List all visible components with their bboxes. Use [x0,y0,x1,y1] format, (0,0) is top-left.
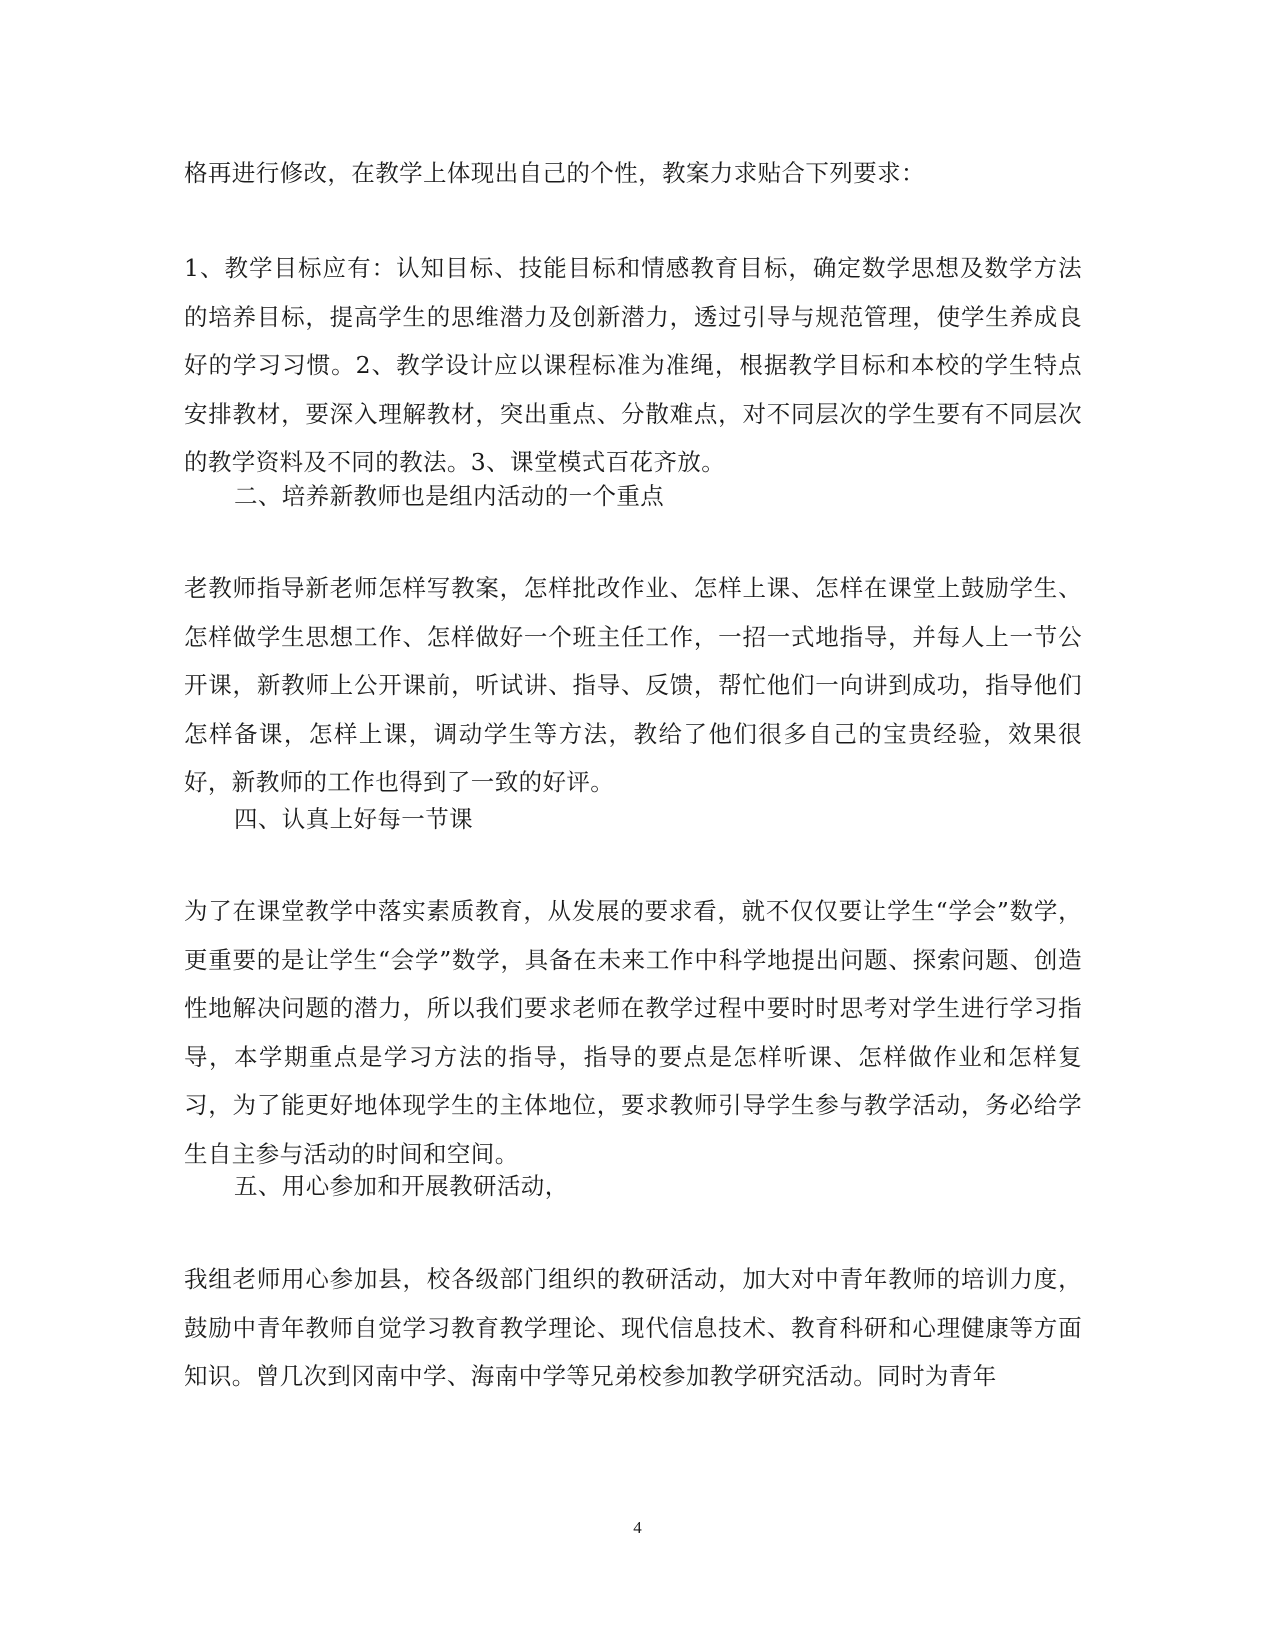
paragraph-new-teachers: 老教师指导新老师怎样写教案，怎样批改作业、怎样上课、怎样在课堂上鼓励学生、怎样做学生思想工作、怎样做好一个班主任工作，一招一式地指导，并每人上一节公开课，新教师上公开课前，听试讲、指导、反馈，帮忙他们一向讲到成功，指导他们怎样备课，怎样上课，调动学生等方法，教给了他们很多自己的宝贵经验，效果很好，新教师的工作也得到了一致的好评。 [184,574,1082,796]
section-heading-four: 四、认真上好每一节课 [234,805,473,833]
paragraph-research-activities: 我组老师用心参加县，校各级部门组织的教研活动，加大对中青年教师的培训力度，鼓励中青年教师自觉学习教育教学理论、现代信息技术、教育科研和心理健康等方面知识。曾几次到冈南中学、海南中学等兄弟校参加教学研究活动。同时为青年 [184,1265,1082,1390]
page-number: 4 [633,1518,642,1537]
paragraph-teaching-goals: 1、教学目标应有：认知目标、技能目标和情感教育目标，确定数学思想及数学方法的培养目标，提高学生的思维潜力及创新潜力，透过引导与规范管理，使学生养成良好的学习习惯。2、教学设计应以课程标准为准绳，根据教学目标和本校的学生特点安排教材，要深入理解教材，突出重点、分散难点，对不同层次的学生要有不同层次的教学资料及不同的教法。3、课堂模式百花齐放。 [184,254,1082,476]
paragraph-intro-continuation: 格再进行修改，在教学上体现出自己的个性，教案力求贴合下列要求： [184,159,925,187]
section-heading-two: 二、培养新教师也是组内活动的一个重点 [234,482,665,510]
section-heading-five: 五、用心参加和开展教研活动， [234,1172,569,1200]
paragraph-classroom-teaching: 为了在课堂教学中落实素质教育，从发展的要求看，就不仅仅要让学生“学会”数学，更重要的是让学生“会学”数学，具备在未来工作中科学地提出问题、探索问题、创造性地解决问题的潜力，所以我们要求老师在教学过程中要时时思考对学生进行学习指导，本学期重点是学习方法的指导，指导的要点是怎样听课、怎样做作业和怎样复习，为了能更好地体现学生的主体地位，要求教师引导学生参与教学活动，务必给学生自主参与活动的时间和空间。 [184,897,1082,1168]
